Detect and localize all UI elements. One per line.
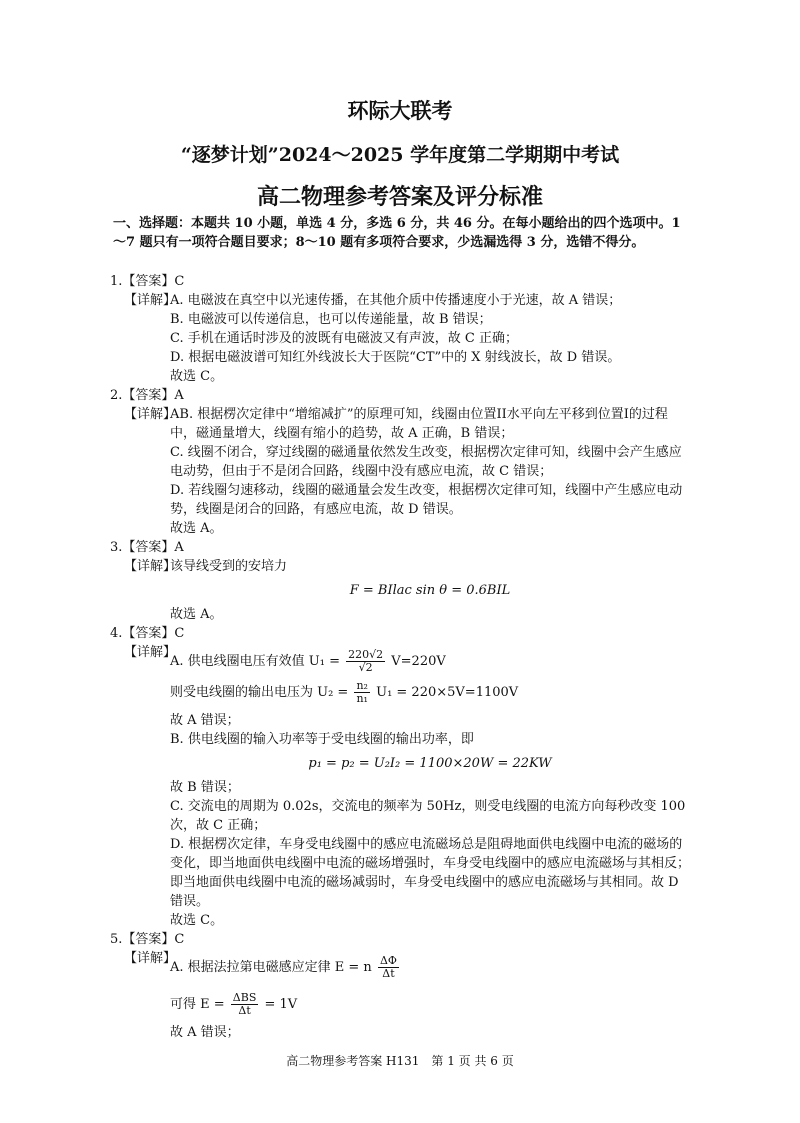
q4-line-u2: 则受电线圈的输出电压为 U₂ = $\frac{\text{n₂}}{\text{n₁}}$ U₁ = 220×5V=1100V: [170, 679, 519, 705]
detail-label: 【详解】: [124, 559, 177, 574]
q3-conclusion: 故选 A。: [170, 607, 223, 622]
q2-line-d: D. 若线圈匀速移动，线圈的磁通量会发生改变，根据楞次定律可知，线圈中产生感应电动势，线圈是闭合的回路，有感应电流，故 D 错误。: [170, 483, 683, 517]
answer-q5: 5.【答案】C: [110, 932, 185, 947]
q2-line-c: C. 线圈不闭合，穿过线圈的磁通量依然发生改变，根据楞次定律可知，线圈中会产生感应电动势，但由于不是闭合回路，线圈中没有感应电流，故 C 错误；: [170, 445, 682, 479]
q4-line-b: B. 供电线圈的输入功率等于受电线圈的输出功率，即: [170, 732, 474, 747]
fraction: $\frac{\Delta\Phi}{\Delta t}$: [379, 954, 397, 980]
detail-label: 【详解】: [124, 645, 177, 660]
answer-q2: 2.【答案】A: [110, 388, 184, 403]
answer-q4: 4.【答案】C: [110, 626, 185, 641]
detail-label: 【详解】: [124, 407, 177, 422]
document-title: 高二物理参考答案及评分标准: [256, 184, 543, 210]
detail-q3: [110, 557, 690, 624]
answers-content: [110, 272, 690, 1042]
exam-alliance-title: 环际大联考: [347, 98, 453, 123]
detail-q5: [110, 949, 690, 986]
section-instructions: 一、选择题：本题共 10 小题，单选 4 分，多选 6 分，共 46 分。在每小题给出的四个选项中。1～7 题只有一项符合题目要求；8～10 题有多项符合要求，少选漏选得 3 分，选错不得分。: [113, 216, 681, 250]
q4-line-a: A. 供电线圈电压有效值 U₁ = $\frac{220√2}{√2}$ V=220V: [170, 648, 446, 674]
q3-equation: F = BIlac sin θ = 0.6BIL: [349, 583, 511, 598]
q1-line-b: B. 电磁波可以传递信息，也可以传递能量，故 B 错误；: [170, 312, 492, 327]
q5-line-e: 可得 E = $\frac{\text{ΔBS}}{\Delta t}$ = 1V: [170, 991, 298, 1017]
q4-b-conclusion: 故 B 错误；: [170, 780, 240, 795]
detail-q4: [110, 643, 690, 930]
fraction: $\frac{\text{ΔBS}}{\Delta t}$: [232, 991, 257, 1017]
q2-line-ab: AB. 根据楞次定律中“增缩减扩”的原理可知，线圈由位置II水平向左平移到位置I的过程中，磁通量增大，线圈有缩小的趋势，故 A 正确，B 错误；: [170, 407, 668, 441]
detail-label: 【详解】: [124, 951, 177, 966]
q5-line-a: A. 根据法拉第电磁感应定律 E = n $\frac{\Delta\Phi}{\Delta t}$: [170, 954, 397, 980]
q4-a-conclusion: 故 A 错误；: [170, 713, 240, 728]
detail-label: 【详解】: [124, 293, 177, 308]
q3-line: 该导线受到的安培力: [170, 559, 288, 574]
exam-title: “逐梦计划”2024～2025 学年度第二学期期中考试: [180, 144, 620, 166]
q4-line-c: C. 交流电的周期为 0.02s，交流电的频率为 50Hz，则受电线圈的电流方向每秒改变 100 次，故 C 正确；: [170, 799, 686, 833]
q4-power-equation: p₁ = p₂ = U₂I₂ = 1100×20W = 22KW: [308, 756, 552, 771]
q1-conclusion: 故选 C。: [170, 369, 224, 384]
q5-a-conclusion: 故 A 错误；: [170, 1025, 240, 1040]
q1-line-a: A. 电磁波在真空中以光速传播，在其他介质中传播速度小于光速，故 A 错误；: [170, 293, 622, 308]
page-footer: 高二物理参考答案 H131 第 1 页 共 6 页: [286, 1054, 514, 1068]
fraction: $\frac{220√2}{√2}$: [348, 648, 384, 674]
q4-line-d: D. 根据楞次定律，车身受电线圈中的感应电流磁场总是阻碍地面供电线圈中电流的磁场的变化，即当地面供电线圈中电流的磁场增强时，车身受电线圈中的感应电流磁场与其相反；即当地面供电线圈中电流的磁场减弱时，车身受电线圈中的感应电流磁场与其相同。故 D 错误。: [170, 837, 691, 909]
q4-conclusion: 故选 C。: [170, 913, 224, 928]
answer-q3: 3.【答案】A: [110, 540, 184, 555]
fraction: $\frac{\text{n₂}}{\text{n₁}}$: [356, 679, 368, 705]
detail-q1: [110, 291, 690, 386]
detail-q2: [110, 405, 690, 538]
q1-line-c: C. 手机在通话时涉及的波既有电磁波又有声波，故 C 正确；: [170, 331, 518, 346]
answer-q1: 1.【答案】C: [110, 274, 185, 289]
q1-line-d: D. 根据电磁波谱可知红外线波长大于医院“CT”中的 X 射线波长，故 D 错误。: [170, 350, 621, 365]
q2-conclusion: 故选 A。: [170, 521, 223, 536]
